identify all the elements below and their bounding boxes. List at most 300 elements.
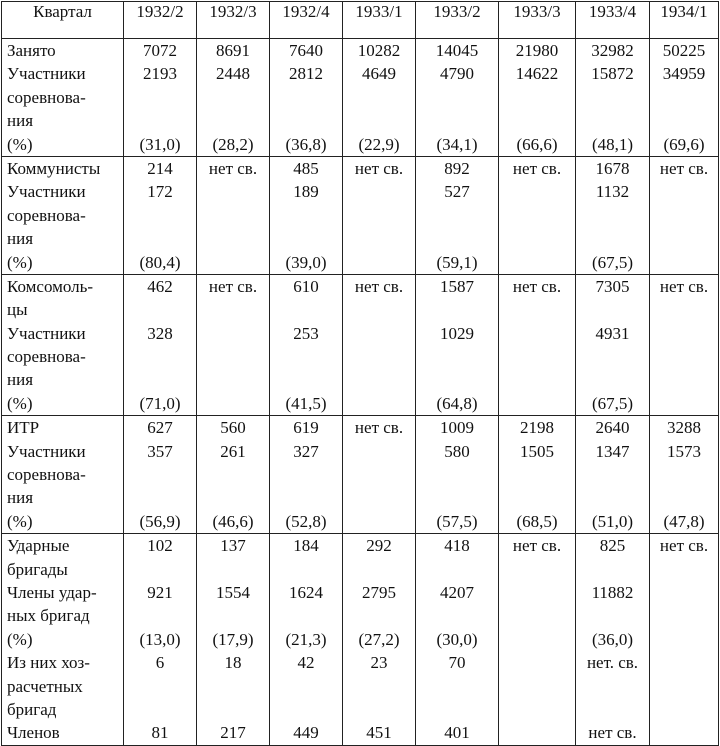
data-cell bbox=[343, 534, 416, 746]
cell-value bbox=[416, 345, 498, 368]
cell-value: нет св. bbox=[208, 276, 258, 296]
section-row bbox=[2, 156, 719, 274]
row-label-line: Участники bbox=[7, 441, 86, 461]
section-row bbox=[2, 416, 719, 534]
cell-value: 485 bbox=[293, 158, 319, 178]
cell-value: нет св. bbox=[354, 158, 404, 178]
cell-value bbox=[416, 368, 498, 391]
row-label-line: бригад bbox=[7, 699, 57, 719]
cell-value: 921 bbox=[147, 582, 173, 602]
cell-value: 7072 bbox=[143, 41, 177, 60]
data-cell bbox=[343, 39, 416, 157]
cell-value bbox=[416, 558, 498, 581]
cell-value bbox=[416, 698, 498, 721]
cell-value: 1624 bbox=[289, 582, 323, 602]
data-cell bbox=[197, 416, 270, 534]
cell-value bbox=[197, 180, 269, 203]
row-label-cell bbox=[2, 416, 124, 534]
data-cell bbox=[499, 156, 576, 274]
cell-value: 11882 bbox=[591, 582, 634, 602]
cell-value: 1029 bbox=[440, 323, 474, 343]
data-cell bbox=[343, 274, 416, 415]
cell-value: (66,6) bbox=[516, 134, 558, 154]
cell-value bbox=[499, 298, 575, 321]
cell-value: (17,9) bbox=[212, 629, 254, 649]
cell-value bbox=[416, 463, 498, 486]
cell-value bbox=[576, 486, 649, 509]
column-header-quarter: 1932/3 bbox=[197, 2, 270, 39]
data-cell bbox=[270, 39, 343, 157]
data-cell bbox=[197, 39, 270, 157]
data-cell bbox=[499, 416, 576, 534]
cell-value bbox=[270, 558, 342, 581]
cell-value bbox=[270, 463, 342, 486]
cell-value: нет св. bbox=[659, 276, 709, 296]
cell-value bbox=[650, 251, 718, 274]
column-header-quarter-label: Квартал bbox=[2, 2, 124, 39]
cell-value bbox=[197, 322, 269, 345]
cell-value bbox=[650, 651, 718, 674]
cell-value: нет св. bbox=[659, 536, 709, 556]
cell-value bbox=[124, 698, 196, 721]
cell-value: 23 bbox=[370, 653, 388, 673]
section-row bbox=[2, 274, 719, 415]
cell-value bbox=[499, 463, 575, 486]
row-label-line: соревнова- bbox=[7, 87, 86, 107]
cell-value bbox=[343, 675, 415, 698]
cell-value bbox=[343, 558, 415, 581]
cell-value bbox=[650, 298, 718, 321]
row-label-cell bbox=[2, 39, 124, 157]
row-label-line: Комсомоль- bbox=[7, 276, 94, 296]
cell-value bbox=[416, 109, 498, 132]
cell-value bbox=[650, 581, 718, 604]
column-header-quarter: 1933/2 bbox=[416, 2, 499, 39]
row-label-line: ния bbox=[7, 111, 34, 131]
cell-value bbox=[343, 698, 415, 721]
cell-value: 1009 bbox=[440, 418, 474, 438]
row-label-line: ния bbox=[7, 488, 34, 508]
cell-value bbox=[197, 368, 269, 391]
data-cell bbox=[650, 274, 719, 415]
row-label-line: ния bbox=[7, 370, 34, 390]
cell-value: 7305 bbox=[595, 276, 630, 296]
column-header-quarter: 1934/1 bbox=[650, 2, 719, 39]
cell-value: (67,5) bbox=[591, 393, 634, 413]
row-label-line: (%) bbox=[7, 134, 33, 154]
cell-value bbox=[499, 180, 575, 203]
cell-value bbox=[197, 251, 269, 274]
cell-value bbox=[197, 86, 269, 109]
row-label-line: Из них хоз- bbox=[7, 653, 90, 673]
cell-value bbox=[650, 322, 718, 345]
data-cell bbox=[650, 39, 719, 157]
cell-value bbox=[343, 251, 415, 274]
cell-value bbox=[576, 227, 649, 250]
cell-value bbox=[270, 675, 342, 698]
cell-value bbox=[650, 698, 718, 721]
cell-value bbox=[197, 204, 269, 227]
cell-value: 15872 bbox=[591, 64, 634, 84]
cell-value: нет св. bbox=[588, 723, 637, 743]
cell-value: (13,0) bbox=[139, 629, 181, 649]
row-label-line: (%) bbox=[7, 252, 33, 272]
cell-value bbox=[499, 628, 575, 651]
cell-value bbox=[343, 180, 415, 203]
cell-value: 261 bbox=[220, 441, 246, 461]
data-cell bbox=[270, 156, 343, 274]
cell-value bbox=[124, 486, 196, 509]
cell-value: 1587 bbox=[440, 276, 474, 296]
cell-value: 627 bbox=[147, 418, 173, 438]
data-cell bbox=[270, 416, 343, 534]
cell-value bbox=[270, 298, 342, 321]
cell-value bbox=[576, 675, 649, 698]
column-header-quarter: 1933/3 bbox=[499, 2, 576, 39]
cell-value bbox=[343, 368, 415, 391]
cell-value bbox=[499, 581, 575, 604]
cell-value bbox=[197, 109, 269, 132]
cell-value bbox=[650, 628, 718, 651]
cell-value: 1505 bbox=[520, 441, 554, 461]
cell-value bbox=[499, 698, 575, 721]
cell-value: 4931 bbox=[595, 323, 630, 343]
cell-value bbox=[650, 463, 718, 486]
row-label-line: Коммунисты bbox=[7, 158, 101, 178]
cell-value: 50225 bbox=[662, 41, 706, 60]
cell-value: (67,5) bbox=[591, 252, 634, 272]
row-label-line: соревнова- bbox=[7, 205, 86, 225]
cell-value: 4649 bbox=[362, 64, 396, 84]
data-cell bbox=[416, 39, 499, 157]
row-label-line: цы bbox=[7, 300, 28, 320]
cell-value bbox=[416, 298, 498, 321]
data-cell bbox=[197, 274, 270, 415]
cell-value bbox=[124, 86, 196, 109]
row-label-line: Участники bbox=[7, 64, 86, 84]
cell-value: 217 bbox=[220, 723, 246, 743]
cell-value bbox=[197, 298, 269, 321]
data-cell bbox=[124, 534, 197, 746]
cell-value bbox=[499, 86, 575, 109]
cell-value bbox=[499, 486, 575, 509]
cell-value: 172 bbox=[147, 182, 173, 202]
row-label-cell bbox=[2, 274, 124, 415]
cell-value: 70 bbox=[448, 653, 466, 673]
cell-value: 327 bbox=[293, 441, 319, 461]
cell-value bbox=[650, 109, 718, 132]
row-label-line: ных бригад bbox=[7, 606, 90, 626]
cell-value bbox=[650, 486, 718, 509]
cell-value bbox=[270, 227, 342, 250]
cell-value: (30,0) bbox=[436, 629, 478, 649]
row-label-line: Члены удар- bbox=[7, 582, 97, 602]
cell-value bbox=[499, 604, 575, 627]
data-cell bbox=[124, 39, 197, 157]
cell-value bbox=[576, 109, 649, 132]
row-label-line: (%) bbox=[7, 511, 33, 531]
cell-value: 357 bbox=[147, 441, 173, 461]
cell-value: (27,2) bbox=[358, 629, 400, 649]
data-cell bbox=[576, 156, 650, 274]
cell-value: нет. св. bbox=[586, 653, 639, 673]
data-cell bbox=[416, 416, 499, 534]
cell-value bbox=[650, 227, 718, 250]
cell-value: 1573 bbox=[667, 441, 701, 461]
cell-value: 10282 bbox=[357, 41, 401, 60]
cell-value: 2812 bbox=[289, 64, 323, 84]
cell-value bbox=[576, 298, 649, 321]
cell-value bbox=[499, 345, 575, 368]
cell-value bbox=[650, 392, 718, 415]
cell-value bbox=[499, 675, 575, 698]
cell-value: 892 bbox=[444, 158, 470, 178]
cell-value bbox=[499, 392, 575, 415]
cell-value: 2640 bbox=[595, 418, 630, 438]
cell-value: 451 bbox=[366, 723, 392, 743]
section-row bbox=[2, 534, 719, 746]
cell-value: 137 bbox=[220, 536, 246, 556]
cell-value: 4207 bbox=[440, 582, 474, 602]
row-label-line: Занято bbox=[7, 41, 56, 60]
data-cell bbox=[576, 534, 650, 746]
cell-value: 401 bbox=[444, 723, 470, 743]
cell-value: 560 bbox=[220, 418, 246, 438]
cell-value bbox=[650, 345, 718, 368]
data-cell bbox=[124, 274, 197, 415]
cell-value bbox=[576, 86, 649, 109]
data-cell bbox=[124, 156, 197, 274]
cell-value: 825 bbox=[599, 536, 626, 556]
data-cell bbox=[576, 416, 650, 534]
column-header-quarter: 1932/2 bbox=[124, 2, 197, 39]
cell-value: 418 bbox=[444, 536, 470, 556]
cell-value bbox=[343, 392, 415, 415]
cell-value: 1678 bbox=[595, 158, 630, 178]
cell-value bbox=[576, 558, 649, 581]
cell-value: (36,8) bbox=[285, 134, 327, 154]
cell-value bbox=[650, 558, 718, 581]
cell-value bbox=[499, 109, 575, 132]
cell-value: (48,1) bbox=[591, 134, 634, 154]
cell-value bbox=[576, 463, 649, 486]
cell-value: (22,9) bbox=[358, 134, 400, 154]
cell-value bbox=[124, 345, 196, 368]
cell-value: 214 bbox=[147, 158, 173, 178]
cell-value bbox=[197, 463, 269, 486]
cell-value bbox=[416, 227, 498, 250]
cell-value bbox=[416, 86, 498, 109]
row-label-line: бригады bbox=[7, 559, 68, 579]
cell-value: 42 bbox=[297, 653, 315, 673]
cell-value bbox=[650, 604, 718, 627]
data-cell bbox=[576, 39, 650, 157]
cell-value bbox=[343, 440, 415, 463]
cell-value: 14622 bbox=[515, 64, 559, 84]
cell-value bbox=[124, 604, 196, 627]
cell-value: 1554 bbox=[216, 582, 250, 602]
cell-value: (39,0) bbox=[285, 252, 327, 272]
cell-value: (80,4) bbox=[139, 252, 181, 272]
cell-value bbox=[499, 651, 575, 674]
data-cell bbox=[499, 39, 576, 157]
cell-value bbox=[650, 86, 718, 109]
cell-value bbox=[343, 227, 415, 250]
cell-value: 189 bbox=[293, 182, 319, 202]
cell-value: 1347 bbox=[595, 441, 630, 461]
cell-value bbox=[270, 604, 342, 627]
cell-value bbox=[343, 463, 415, 486]
cell-value: (52,8) bbox=[285, 511, 327, 531]
column-header-quarter: 1932/4 bbox=[270, 2, 343, 39]
cell-value: нет св. bbox=[512, 276, 562, 296]
cell-value: 14045 bbox=[435, 41, 479, 60]
cell-value bbox=[124, 109, 196, 132]
cell-value bbox=[197, 392, 269, 415]
cell-value: (34,1) bbox=[436, 134, 478, 154]
cell-value: нет св. bbox=[512, 536, 562, 556]
cell-value: 6 bbox=[155, 653, 165, 673]
cell-value: 4790 bbox=[440, 64, 474, 84]
cell-value bbox=[270, 368, 342, 391]
cell-value bbox=[576, 345, 649, 368]
row-label-line: соревнова- bbox=[7, 347, 86, 367]
cell-value: 328 bbox=[147, 323, 173, 343]
cell-value bbox=[270, 109, 342, 132]
row-label-line: Участники bbox=[7, 323, 86, 343]
row-label-line: (%) bbox=[7, 629, 33, 649]
data-cell bbox=[650, 156, 719, 274]
column-header-quarter: 1933/1 bbox=[343, 2, 416, 39]
cell-value: 449 bbox=[293, 723, 319, 743]
cell-value bbox=[650, 180, 718, 203]
cell-value bbox=[416, 604, 498, 627]
cell-value bbox=[343, 510, 415, 533]
data-cell bbox=[650, 534, 719, 746]
row-label-cell bbox=[2, 156, 124, 274]
cell-value bbox=[270, 204, 342, 227]
cell-value bbox=[124, 675, 196, 698]
data-cell bbox=[343, 416, 416, 534]
cell-value: 2193 bbox=[143, 64, 177, 84]
cell-value: 34959 bbox=[662, 64, 706, 84]
cell-value bbox=[576, 698, 649, 721]
row-label-line: соревнова- bbox=[7, 465, 86, 485]
cell-value bbox=[197, 227, 269, 250]
cell-value: 580 bbox=[444, 441, 470, 461]
cell-value: 3288 bbox=[667, 418, 701, 438]
row-label-line: Ударные bbox=[7, 536, 70, 556]
cell-value bbox=[197, 604, 269, 627]
cell-value bbox=[343, 322, 415, 345]
header-row bbox=[2, 2, 719, 39]
row-label-line: (%) bbox=[7, 393, 33, 413]
data-cell bbox=[270, 534, 343, 746]
cell-value bbox=[576, 204, 649, 227]
cell-value: нет св. bbox=[354, 276, 404, 296]
cell-value bbox=[416, 204, 498, 227]
cell-value: 2448 bbox=[216, 64, 250, 84]
cell-value: 462 bbox=[147, 276, 173, 296]
cell-value: нет св. bbox=[208, 158, 258, 178]
cell-value bbox=[270, 486, 342, 509]
cell-value bbox=[576, 368, 649, 391]
row-label-line: расчетных bbox=[7, 676, 83, 696]
data-cell bbox=[124, 416, 197, 534]
cell-value: 18 bbox=[224, 653, 242, 673]
cell-value bbox=[197, 345, 269, 368]
data-cell bbox=[499, 534, 576, 746]
cell-value: 8691 bbox=[216, 41, 250, 60]
cell-value: 102 bbox=[147, 536, 173, 556]
section-row bbox=[2, 39, 719, 157]
cell-value: (28,2) bbox=[212, 134, 254, 154]
row-label-cell bbox=[2, 534, 124, 746]
data-cell bbox=[343, 156, 416, 274]
cell-value: (56,9) bbox=[139, 511, 181, 531]
cell-value bbox=[270, 698, 342, 721]
data-cell bbox=[270, 274, 343, 415]
cell-value: (57,5) bbox=[436, 511, 478, 531]
cell-value bbox=[499, 368, 575, 391]
cell-value bbox=[197, 486, 269, 509]
cell-value bbox=[343, 204, 415, 227]
data-cell bbox=[197, 156, 270, 274]
cell-value bbox=[197, 698, 269, 721]
cell-value: 253 bbox=[293, 323, 319, 343]
cell-value bbox=[197, 558, 269, 581]
cell-value: (69,6) bbox=[663, 134, 705, 154]
data-cell bbox=[416, 274, 499, 415]
cell-value: (36,0) bbox=[591, 629, 634, 649]
cell-value: нет св. bbox=[354, 418, 404, 438]
cell-value: (71,0) bbox=[139, 393, 181, 413]
row-label-line: ИТР bbox=[7, 418, 40, 438]
cell-value bbox=[343, 486, 415, 509]
cell-value bbox=[499, 251, 575, 274]
cell-value: 2795 bbox=[362, 582, 396, 602]
statistics-table bbox=[1, 1, 719, 746]
cell-value: 610 bbox=[293, 276, 319, 296]
cell-value: 32982 bbox=[591, 41, 634, 60]
cell-value bbox=[270, 86, 342, 109]
cell-value: (47,8) bbox=[663, 511, 705, 531]
cell-value bbox=[499, 322, 575, 345]
cell-value bbox=[416, 675, 498, 698]
cell-value bbox=[124, 368, 196, 391]
cell-value: 527 bbox=[444, 182, 470, 202]
cell-value bbox=[499, 558, 575, 581]
cell-value bbox=[124, 463, 196, 486]
cell-value bbox=[650, 204, 718, 227]
cell-value bbox=[343, 345, 415, 368]
data-cell bbox=[650, 416, 719, 534]
cell-value: (59,1) bbox=[436, 252, 478, 272]
data-cell bbox=[197, 534, 270, 746]
cell-value: 2198 bbox=[520, 418, 554, 438]
cell-value: 1132 bbox=[595, 182, 630, 202]
data-cell bbox=[416, 156, 499, 274]
cell-value: (51,0) bbox=[591, 511, 634, 531]
cell-value bbox=[197, 675, 269, 698]
cell-value bbox=[124, 204, 196, 227]
cell-value bbox=[343, 298, 415, 321]
cell-value: (46,6) bbox=[212, 511, 254, 531]
column-header-quarter: 1933/4 bbox=[576, 2, 650, 39]
cell-value: (41,5) bbox=[285, 393, 327, 413]
cell-value: (31,0) bbox=[139, 134, 181, 154]
row-label-line: ния bbox=[7, 229, 34, 249]
